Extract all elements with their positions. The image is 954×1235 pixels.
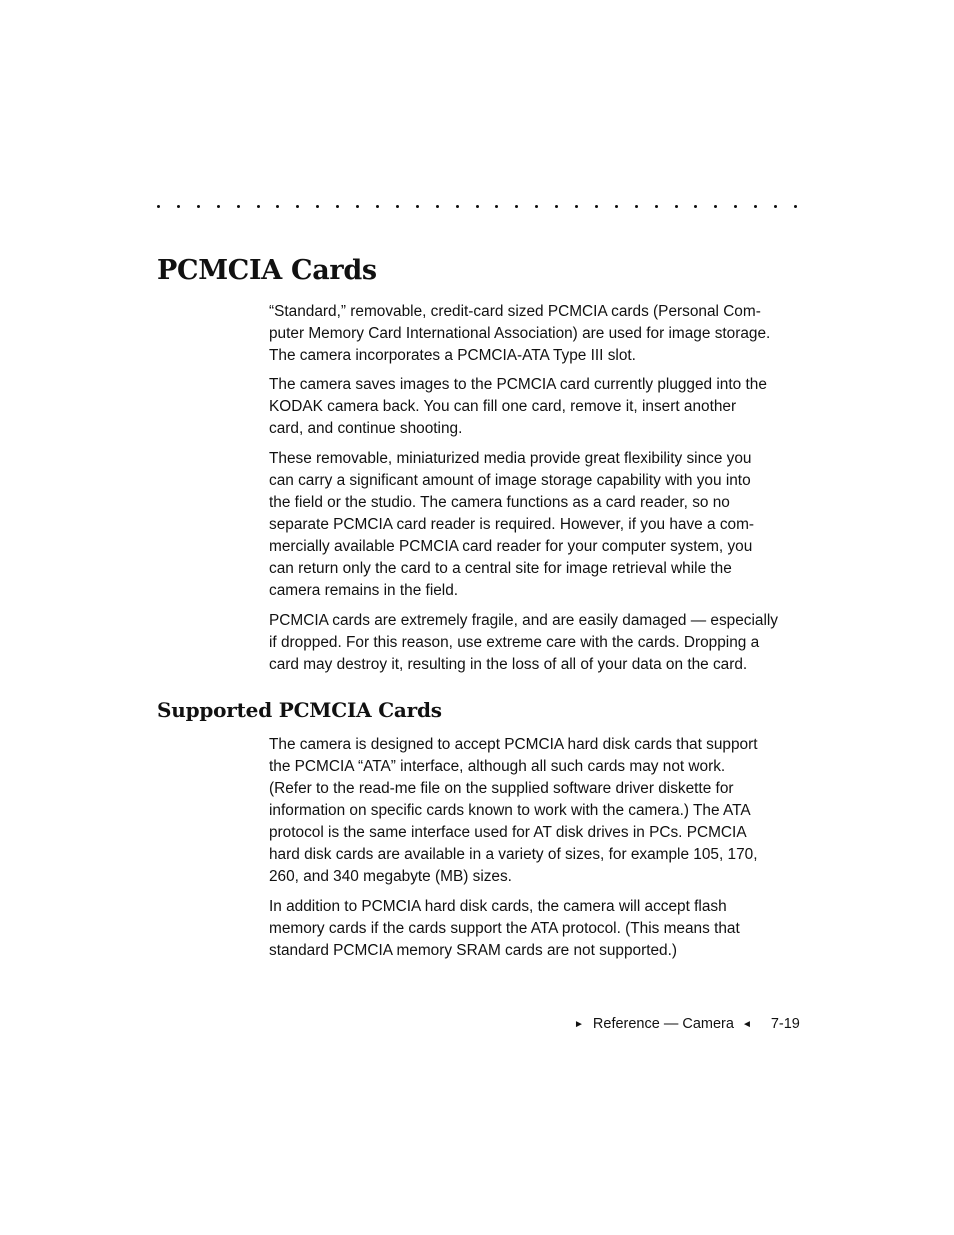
rule-dot: [535, 205, 538, 208]
text-line: protocol is the same interface used for AT disk drives in PCs. PCMCIA: [269, 824, 747, 841]
paragraph: [269, 301, 799, 367]
text-line: These removable, miniaturized media provide great flexibility since you: [269, 450, 752, 467]
text-line: puter Memory Card International Association) are used for image storage.: [269, 325, 771, 342]
rule-dot: [237, 205, 240, 208]
rule-dot: [774, 205, 777, 208]
rule-dot: [276, 205, 279, 208]
text-line: hard disk cards are available in a variety of sizes, for example 105, 170,: [269, 846, 758, 863]
text-line: In addition to PCMCIA hard disk cards, the camera will accept flash: [269, 898, 727, 915]
rule-dot: [694, 205, 697, 208]
rule-dot: [794, 205, 797, 208]
text-line: The camera saves images to the PCMCIA card currently plugged into the: [269, 376, 767, 393]
text-line: standard PCMCIA memory SRAM cards are not supported.): [269, 942, 678, 959]
rule-dot: [456, 205, 459, 208]
text-line: mercially available PCMCIA card reader for your computer system, you: [269, 538, 753, 555]
paragraph: [269, 610, 799, 676]
text-line: The camera is designed to accept PCMCIA hard disk cards that support: [269, 736, 758, 753]
paragraph: [269, 374, 799, 440]
rule-dot: [157, 205, 160, 208]
rule-dot: [595, 205, 598, 208]
triangle-right-icon: ►: [574, 1018, 584, 1030]
text-line: 260, and 340 megabyte (MB) sizes.: [269, 868, 512, 885]
text-line: card, and continue shooting.: [269, 420, 463, 437]
rule-dot: [655, 205, 658, 208]
paragraph: [269, 734, 799, 888]
text-line: if dropped. For this reason, use extreme care with the cards. Dropping a: [269, 634, 760, 651]
rule-dot: [257, 205, 260, 208]
text-line: KODAK camera back. You can fill one card, remove it, insert another: [269, 398, 737, 415]
text-line: “Standard,” removable, credit-card sized PCMCIA cards (Personal Com-: [269, 303, 761, 320]
triangle-left-icon: ◄: [741, 1018, 752, 1030]
rule-dot: [615, 205, 618, 208]
rule-dot: [575, 205, 578, 208]
rule-dot: [396, 205, 399, 208]
rule-dot: [177, 205, 180, 208]
text-line: can return only the card to a central site for image retrieval while the: [269, 560, 732, 577]
rule-dot: [356, 205, 359, 208]
rule-dot: [336, 205, 339, 208]
text-line: the PCMCIA “ATA” interface, although all such cards may not work.: [269, 758, 726, 775]
rule-dot: [555, 205, 558, 208]
paragraph: [269, 896, 799, 962]
rule-dot: [376, 205, 379, 208]
text-line: memory cards if the cards support the ATA protocol. (This means that: [269, 920, 740, 937]
rule-dot: [635, 205, 638, 208]
text-line: the field or the studio. The camera functions as a card reader, so no: [269, 494, 730, 511]
paragraph: [269, 448, 799, 602]
subsection-body: [269, 734, 799, 962]
section-body: [269, 301, 799, 676]
text-line: card may destroy it, resulting in the loss of all of your data on the card.: [269, 656, 748, 673]
page-number: 7-19: [770, 1016, 800, 1032]
text-line: information on specific cards known to work with the camera.) The ATA: [269, 802, 751, 819]
text-line: (Refer to the read-me file on the supplied software driver diskette for: [269, 780, 734, 797]
rule-dot: [296, 205, 299, 208]
rule-dot: [754, 205, 757, 208]
rule-dot: [495, 205, 498, 208]
footer-label: Reference — Camera: [592, 1016, 734, 1032]
text-line: PCMCIA cards are extremely fragile, and are easily damaged — especially: [269, 612, 778, 629]
rule-dot: [217, 205, 220, 208]
rule-dot: [515, 205, 518, 208]
subsection-title: Supported PCMCIA Cards: [157, 698, 442, 722]
rule-dot: [675, 205, 678, 208]
rule-dot: [734, 205, 737, 208]
rule-dot: [416, 205, 419, 208]
rule-dot: [316, 205, 319, 208]
rule-dot: [197, 205, 200, 208]
rule-dot: [436, 205, 439, 208]
rule-dot: [714, 205, 717, 208]
text-line: can carry a significant amount of image storage capability with you into: [269, 472, 751, 489]
text-line: separate PCMCIA card reader is required. However, if you have a com-: [269, 516, 755, 533]
section-title: PCMCIA Cards: [157, 255, 377, 286]
text-line: The camera incorporates a PCMCIA-ATA Type III slot.: [269, 347, 636, 364]
page-footer: [574, 1016, 800, 1032]
rule-dot: [476, 205, 479, 208]
dotted-rule: [157, 205, 797, 208]
text-line: camera remains in the field.: [269, 582, 459, 599]
